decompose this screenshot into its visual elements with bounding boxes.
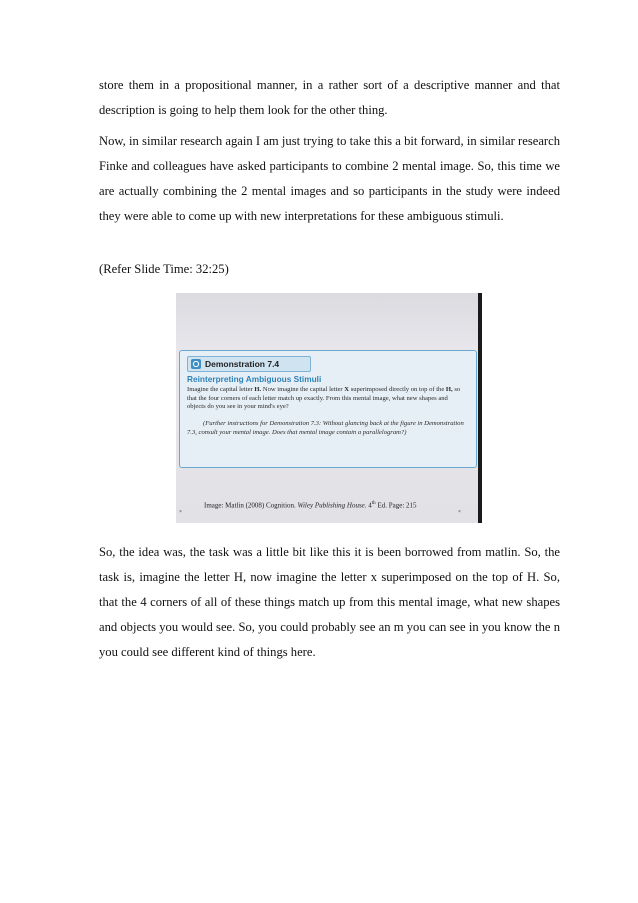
slide-star-mark-left: * [179, 510, 182, 516]
image-credit-caption: Image: Matlin (2008) Cognition. Wiley Publishing House. 4th Ed. Page: 215 [204, 501, 417, 510]
paragraph-task-explanation: So, the idea was, the task was a little bit like this it is been borrowed from matlin. So, the task is, imagine the letter H, now imagine the letter x superimposed on the top of H. So, that the 4 corners of all of these things match up from this mental image, what new shapes and objects you would see. So, you could probably see an m you can see in you know the n you could see different kind of things here. [99, 545, 560, 659]
demonstration-box [179, 350, 477, 468]
slide-star-mark-right: * [458, 510, 461, 516]
paragraph-continuation: store them in a propositional manner, in a rather sort of a descriptive manner and that description is going to help them look for the other thing. [99, 78, 560, 117]
further-instructions: (Further instructions for Demonstration 7.3: Without glancing back at the figure in Demonstration 7.3, consult your mental image. Does that mental image contain a parallelogram?) [187, 420, 464, 436]
slide-screenshot [176, 293, 482, 523]
slide-top-band [176, 293, 478, 345]
demonstration-header [187, 356, 311, 372]
demonstration-subtitle: Reinterpreting Ambiguous Stimuli [187, 374, 322, 384]
demonstration-instructions: Imagine the capital letter H. Now imagine the capital letter X superimposed directly on top of the H, so that the four corners of each letter match up exactly. From this mental image, what new shapes and objects do you see in your mind's eye? [187, 386, 461, 410]
demonstration-title: Demonstration 7.4 [205, 359, 280, 369]
demonstration-icon [191, 359, 201, 369]
slide-edge-bar [478, 293, 482, 523]
slide-time-reference: (Refer Slide Time: 32:25) [99, 262, 229, 276]
paragraph-finke-research: Now, in similar research again I am just trying to take this a bit forward, in similar research Finke and colleagues have asked participants to combine 2 mental image. So, this time we are actually combining the 2 mental images and so participants in the study were indeed they were able to come up with new interpretations for these ambiguous stimuli. [99, 134, 560, 223]
